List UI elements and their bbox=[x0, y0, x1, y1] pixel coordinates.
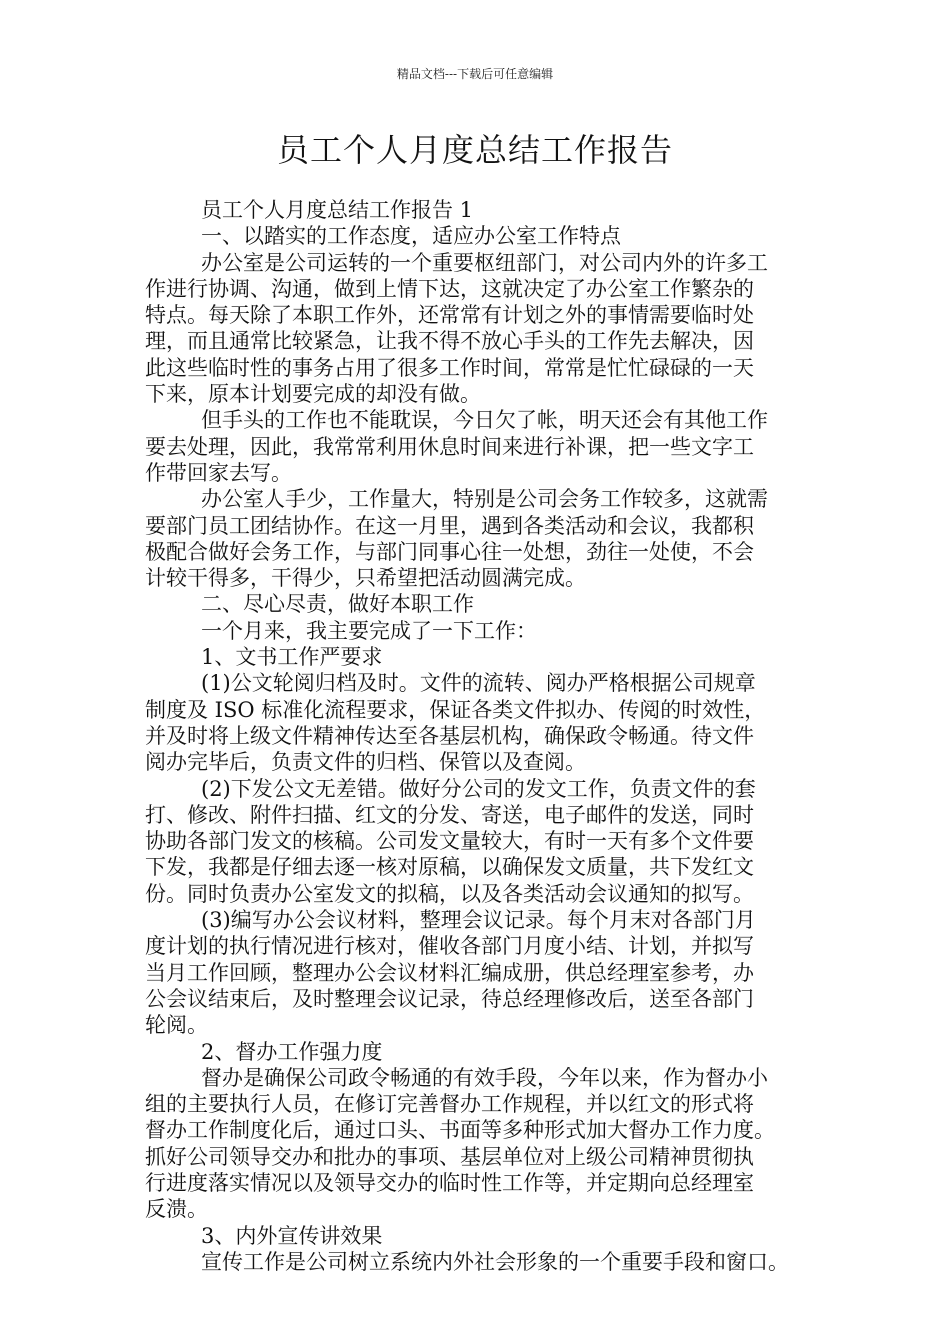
document-title: 员工个人月度总结工作报告 bbox=[276, 131, 673, 169]
paragraph-line: 督办是确保公司政令畅通的有效手段，今年以来，作为督办小 bbox=[201, 1065, 768, 1090]
section-heading: 二、尽心尽责，做好本职工作 bbox=[201, 592, 474, 617]
section-heading: 一、以踏实的工作态度，适应办公室工作特点 bbox=[201, 224, 621, 249]
paragraph-line: 但手头的工作也不能耽误，今日欠了帐，明天还会有其他工作 bbox=[201, 408, 768, 433]
paragraph-line: 计较干得多，干得少，只希望把活动圆满完成。 bbox=[145, 566, 586, 591]
paragraph-line: 当月工作回顾，整理办公会议材料汇编成册，供总经理室参考，办 bbox=[145, 960, 754, 985]
paragraph-line: 要部门员工团结协作。在这一月里，遇到各类活动和会议，我都积 bbox=[145, 513, 754, 538]
paragraph-line: 一个月来，我主要完成了一下工作： bbox=[201, 618, 537, 643]
paragraph-line: 作进行协调、沟通，做到上情下达，这就决定了办公室工作繁杂的 bbox=[145, 276, 754, 301]
paragraph-line: (3)编写办公会议材料，整理会议记录。每个月末对各部门月 bbox=[201, 908, 756, 933]
paragraph-line: 办公室是公司运转的一个重要枢纽部门，对公司内外的许多工 bbox=[201, 250, 768, 275]
paragraph-line: 协助各部门发文的核稿。公司发文量较大，有时一天有多个文件要 bbox=[145, 829, 754, 854]
paragraph-line: 公会议结束后，及时整理会议记录，待总经理修改后，送至各部门 bbox=[145, 986, 754, 1011]
header-note: 精品文档---下载后可任意编辑 bbox=[396, 67, 554, 81]
paragraph-line: 份。同时负责办公室发文的拟稿，以及各类活动会议通知的拟写。 bbox=[145, 881, 754, 906]
paragraph-line: 理，而且通常比较紧急，让我不得不放心手头的工作先去解决，因 bbox=[145, 329, 754, 354]
paragraph-line: 下来，原本计划要完成的却没有做。 bbox=[145, 382, 481, 407]
document-body bbox=[145, 197, 815, 1275]
paragraph-line: 极配合做好会务工作，与部门同事心往一处想，劲往一处使，不会 bbox=[145, 539, 754, 564]
subsection-heading: 3、内外宣传讲效果 bbox=[201, 1223, 383, 1248]
paragraph-line: 并及时将上级文件精神传达至各基层机构，确保政令畅通。待文件 bbox=[145, 723, 754, 748]
section-heading: 员工个人月度总结工作报告 1 bbox=[201, 198, 474, 222]
paragraph-line: 办公室人手少，工作量大，特别是公司会务工作较多，这就需 bbox=[201, 487, 768, 512]
paragraph-line: 要去处理，因此，我常常利用休息时间来进行补课，把一些文字工 bbox=[145, 434, 754, 459]
paragraph-line: 反溃。 bbox=[145, 1197, 208, 1222]
paragraph-line: 特点。每天除了本职工作外，还常常有计划之外的事情需要临时处 bbox=[145, 303, 754, 328]
paragraph-line: (2)下发公文无差错。做好分公司的发文工作，负责文件的套 bbox=[201, 776, 756, 801]
paragraph-line: 抓好公司领导交办和批办的事项、基层单位对上级公司精神贯彻执 bbox=[145, 1144, 754, 1169]
paragraph-line: 行进度落实情况以及领导交办的临时性工作等，并定期向总经理室 bbox=[145, 1170, 754, 1195]
paragraph-line: 宣传工作是公司树立系统内外社会形象的一个重要手段和窗口。 bbox=[201, 1249, 789, 1274]
subsection-heading: 1、文书工作严要求 bbox=[201, 645, 383, 670]
paragraph-line: 打、修改、附件扫描、红文的分发、寄送，电子邮件的发送，同时 bbox=[145, 802, 754, 827]
paragraph-line: 此这些临时性的事务占用了很多工作时间，常常是忙忙碌碌的一天 bbox=[145, 355, 754, 380]
paragraph-line: 阅办完毕后，负责文件的归档、保管以及查阅。 bbox=[145, 750, 586, 775]
paragraph-line: 督办工作制度化后，通过口头、书面等多种形式加大督办工作力度。 bbox=[145, 1118, 775, 1143]
paragraph-line: (1)公文轮阅归档及时。文件的流转、阅办严格根据公司规章 bbox=[201, 671, 756, 696]
paragraph-line: 组的主要执行人员，在修订完善督办工作规程，并以红文的形式将 bbox=[145, 1092, 754, 1117]
paragraph-line: 作带回家去写。 bbox=[145, 460, 292, 485]
paragraph-line: 制度及 ISO 标准化流程要求，保证各类文件拟办、传阅的时效性， bbox=[145, 697, 766, 722]
paragraph-line: 下发，我都是仔细去逐一核对原稿，以确保发文质量，共下发红文 bbox=[145, 855, 754, 880]
subsection-heading: 2、督办工作强力度 bbox=[201, 1039, 383, 1064]
paragraph-line: 度计划的执行情况进行核对，催收各部门月度小结、计划，并拟写 bbox=[145, 934, 754, 959]
paragraph-line: 轮阅。 bbox=[145, 1013, 208, 1038]
